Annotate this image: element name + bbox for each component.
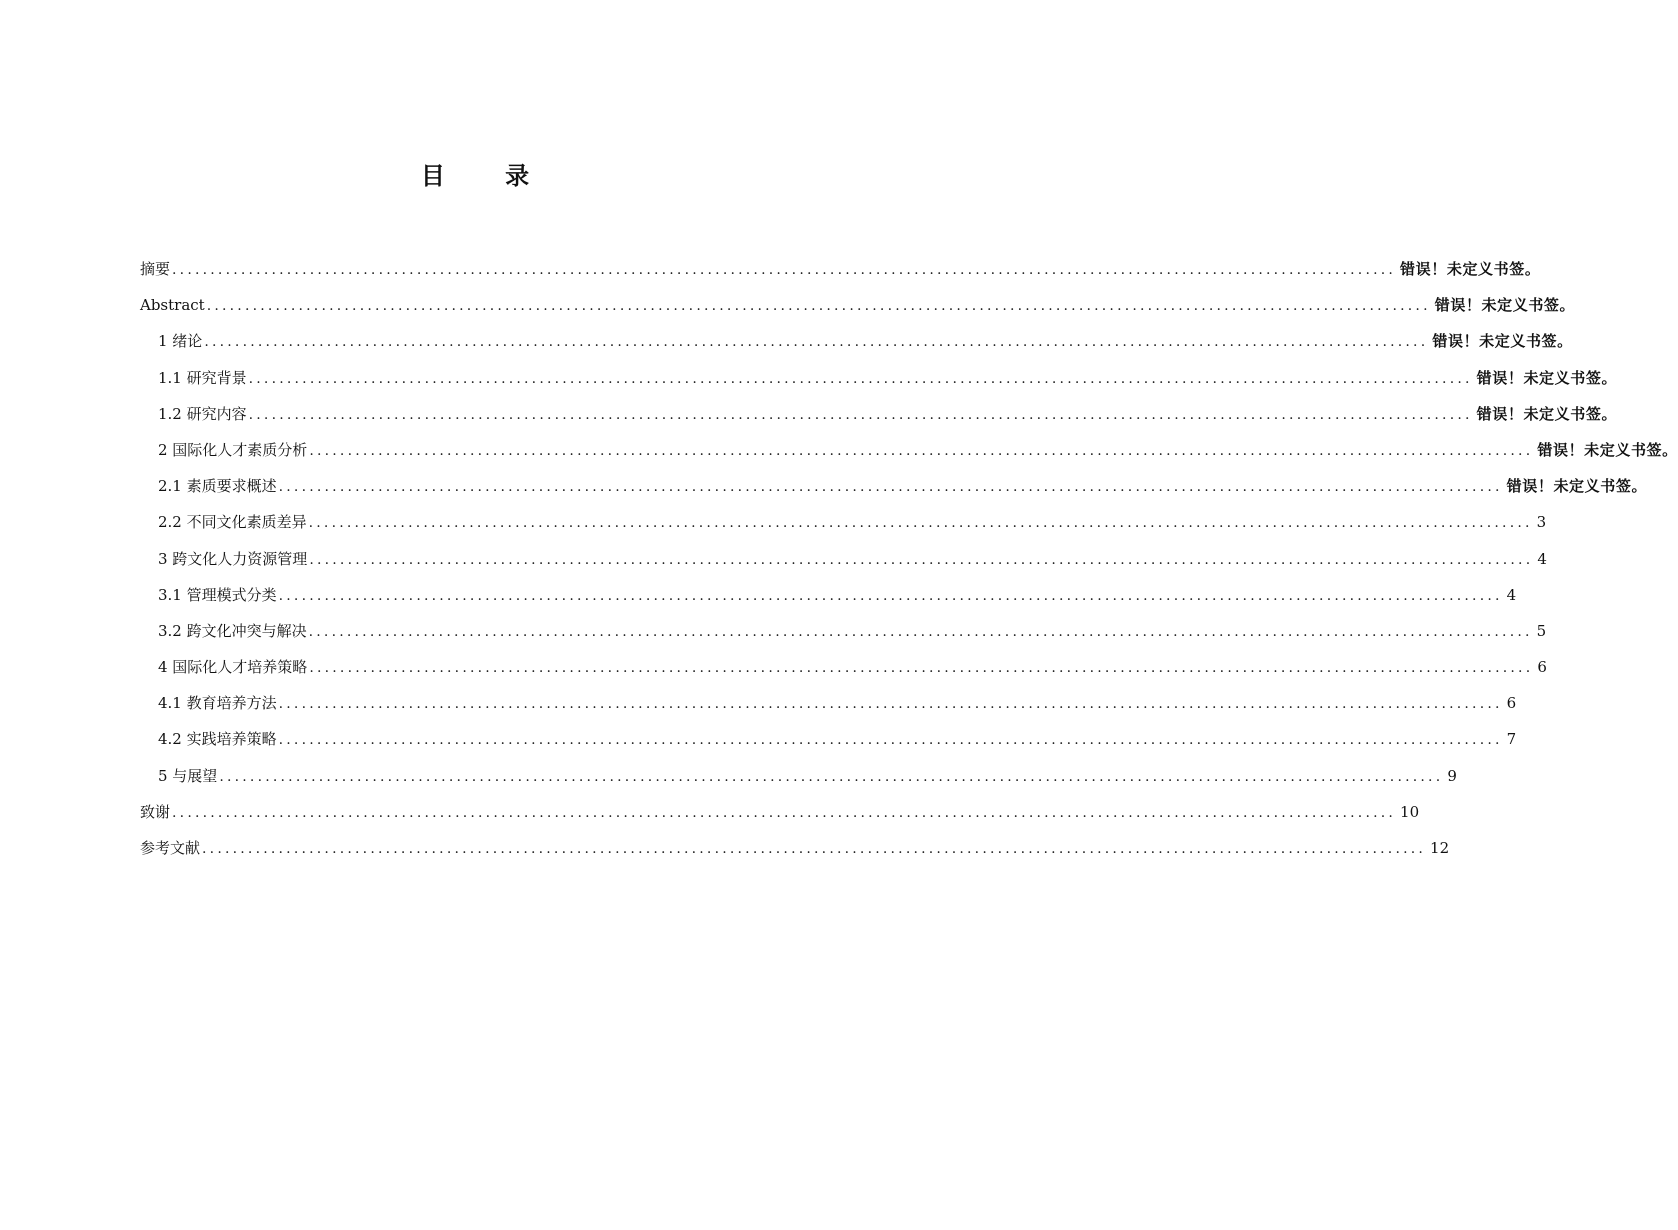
- toc-entry[interactable]: [140, 432, 1678, 468]
- toc-entry-label: 1.1 研究背景: [158, 368, 247, 387]
- toc-entry-label: 1.2 研究内容: [158, 404, 247, 423]
- toc-entry-page: 错误！未定义书签。: [1432, 332, 1573, 351]
- toc-entry-page: 9: [1447, 766, 1457, 785]
- toc-dot-leader: ................................................................................................................................................................: [309, 551, 1534, 568]
- toc-entry-label: 3.1 管理模式分类: [158, 585, 277, 604]
- toc-dot-leader: ................................................................................................................................................................: [278, 732, 1503, 749]
- toc-entry[interactable]: [140, 685, 1517, 721]
- toc-dot-leader: ................................................................................................................................................................: [309, 660, 1534, 677]
- toc-entry-label: 3 跨文化人力资源管理: [158, 549, 308, 568]
- toc-entry[interactable]: [140, 794, 1420, 830]
- toc-entry-label: 参考文献: [140, 839, 201, 857]
- toc-entry-page: 6: [1506, 694, 1517, 713]
- toc-dot-leader: ................................................................................................................................................................: [308, 515, 1533, 532]
- toc-entry-label: 4.1 教育培养方法: [158, 694, 277, 713]
- toc-dot-leader: ................................................................................................................................................................: [202, 841, 1427, 857]
- toc-entry[interactable]: [140, 251, 1541, 287]
- toc-entry-page: 10: [1400, 802, 1420, 821]
- toc-entry[interactable]: [140, 541, 1547, 577]
- toc-entry-page: 7: [1506, 730, 1517, 749]
- toc-dot-leader: ................................................................................................................................................................: [278, 479, 1503, 496]
- toc-entry[interactable]: [140, 323, 1573, 359]
- toc-entry[interactable]: [140, 360, 1618, 396]
- toc-entry-label: 摘要: [140, 260, 171, 278]
- toc-dot-leader: ................................................................................................................................................................: [248, 370, 1473, 387]
- toc-dot-leader: ................................................................................................................................................................: [219, 768, 1444, 785]
- toc-entry-page: 错误！未定义书签。: [1537, 440, 1678, 459]
- toc-dot-leader: ................................................................................................................................................................: [248, 406, 1473, 423]
- toc-entry-label: 3.2 跨文化冲突与解决: [158, 621, 307, 640]
- toc-entry[interactable]: [140, 830, 1450, 866]
- table-of-contents: [140, 251, 1678, 866]
- toc-entry-label: 2.2 不同文化素质差异: [158, 513, 307, 532]
- toc-dot-leader: ................................................................................................................................................................: [172, 804, 1397, 821]
- toc-entry[interactable]: [140, 758, 1457, 794]
- toc-entry-label: Abstract: [140, 296, 205, 315]
- toc-entry-page: 错误！未定义书签。: [1476, 368, 1618, 387]
- toc-entry-label: 4 国际化人才培养策略: [158, 658, 308, 677]
- toc-entry[interactable]: [140, 613, 1547, 649]
- toc-entry-page: 4: [1537, 549, 1547, 568]
- toc-entry-label: 1 绪论: [158, 332, 203, 351]
- toc-dot-leader: ................................................................................................................................................................: [308, 623, 1533, 640]
- toc-entry[interactable]: [140, 577, 1517, 613]
- toc-entry[interactable]: [140, 504, 1547, 540]
- page-title: 目 录: [420, 162, 556, 190]
- toc-entry-page: 6: [1537, 658, 1547, 677]
- toc-dot-leader: ................................................................................................................................................................: [172, 262, 1397, 278]
- toc-dot-leader: ................................................................................................................................................................: [206, 298, 1431, 315]
- toc-entry-label: 致谢: [140, 802, 171, 821]
- toc-entry-label: 2 国际化人才素质分析: [158, 440, 308, 459]
- toc-entry[interactable]: [140, 721, 1517, 757]
- toc-dot-leader: ................................................................................................................................................................: [309, 442, 1534, 459]
- toc-dot-leader: ................................................................................................................................................................: [278, 696, 1503, 713]
- toc-entry-label: 2.1 素质要求概述: [158, 477, 277, 496]
- toc-entry-page: 错误！未定义书签。: [1434, 296, 1576, 315]
- toc-entry-label: 5 与展望: [158, 766, 218, 785]
- toc-entry[interactable]: [140, 396, 1618, 432]
- toc-entry-page: 错误！未定义书签。: [1476, 404, 1618, 423]
- toc-entry-page: 12: [1430, 839, 1450, 857]
- toc-entry[interactable]: [140, 649, 1547, 685]
- toc-entry-page: 3: [1536, 513, 1547, 532]
- toc-entry-page: 错误！未定义书签。: [1506, 477, 1648, 496]
- toc-entry[interactable]: [140, 468, 1648, 504]
- toc-entry-page: 4: [1506, 585, 1517, 604]
- toc-dot-leader: ................................................................................................................................................................: [204, 334, 1429, 351]
- toc-entry-label: 4.2 实践培养策略: [158, 730, 277, 749]
- toc-dot-leader: ................................................................................................................................................................: [278, 587, 1503, 604]
- toc-entry[interactable]: [140, 287, 1576, 323]
- toc-entry-page: 5: [1536, 621, 1547, 640]
- toc-entry-page: 错误！未定义书签。: [1400, 260, 1541, 278]
